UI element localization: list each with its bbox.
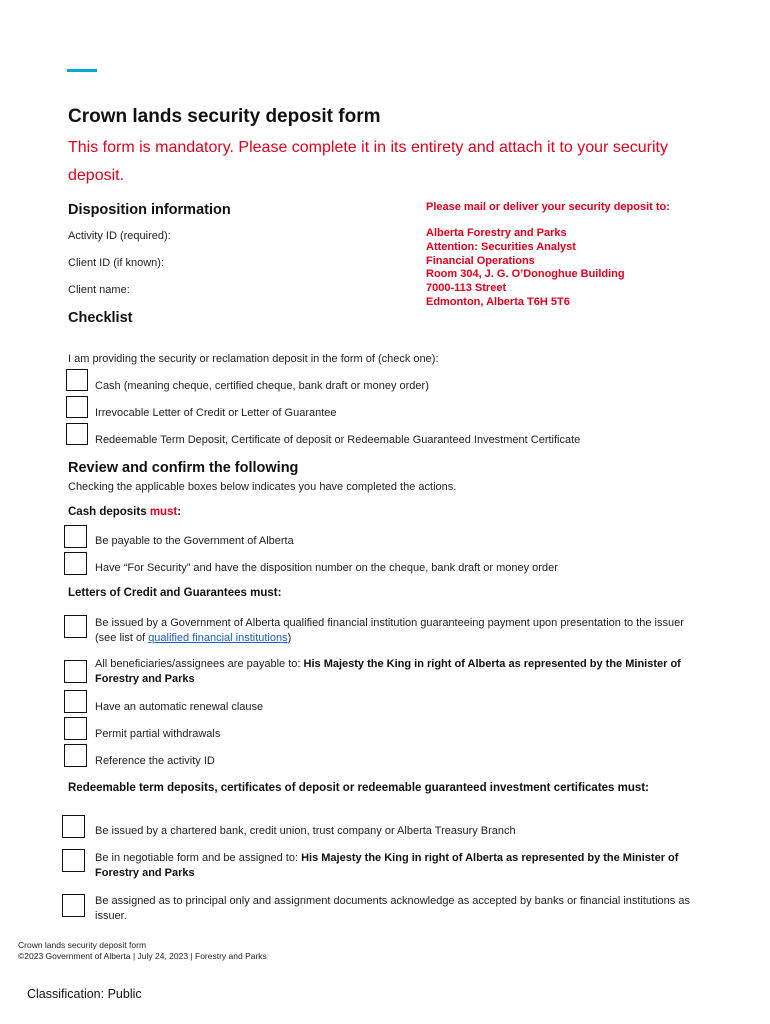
redeemable-negotiable-text: Be in negotiable form and be assigned to: <box>95 852 302 864</box>
letters-qualified-checkbox[interactable] <box>64 615 87 638</box>
letters-partial-withdrawals-label: Permit partial withdrawals <box>95 728 221 740</box>
term-deposit-option-label: Redeemable Term Deposit, Certificate of deposit or Redeemable Guaranteed Investment Certificate <box>95 434 581 446</box>
cash-heading-emph: must <box>149 506 178 518</box>
letters-close-paren: ) <box>287 632 292 644</box>
letters-beneficiaries-text: All beneficiaries/assignees are payable to: <box>95 658 304 670</box>
mail-line: 7000-113 Street <box>426 282 507 295</box>
letters-activity-id-checkbox[interactable] <box>64 744 87 767</box>
cash-option-checkbox[interactable] <box>66 369 88 391</box>
cash-payable-label: Be payable to the Government of Alberta <box>95 535 294 547</box>
letter-option-label: Irrevocable Letter of Credit or Letter of Guarantee <box>95 407 337 419</box>
redeemable-issuer-checkbox[interactable] <box>62 815 85 838</box>
cash-heading <box>68 506 181 518</box>
review-intro: Checking the applicable boxes below indicates you have completed the actions. <box>68 481 457 493</box>
redeemable-principal-label: Be assigned as to principal only and assignment documents acknowledge as accepted by banks or financial institutions as issuer. <box>95 895 690 922</box>
activity-id-label: Activity ID (required): <box>68 230 171 242</box>
mail-heading: Please mail or deliver your security deposit to: <box>426 201 670 213</box>
redeemable-heading: Redeemable term deposits, certificates of deposit or redeemable guaranteed investment certificates must: <box>68 782 649 794</box>
letters-beneficiaries-checkbox[interactable] <box>64 660 87 683</box>
mail-address <box>426 227 625 310</box>
accent-bar <box>67 69 97 72</box>
footer-copyright: ©2023 Government of Alberta | July 24, 2023 | Forestry and Parks <box>18 951 267 961</box>
review-heading: Review and confirm the following <box>68 460 299 476</box>
letters-see-list-text: (see list of <box>95 632 149 644</box>
footer-form-name: Crown lands security deposit form <box>18 940 147 950</box>
qualified-institutions-link[interactable]: qualified financial institutions <box>148 632 288 644</box>
letters-renewal-label: Have an automatic renewal clause <box>95 701 264 713</box>
cash-heading-prefix: Cash deposits <box>68 506 150 518</box>
redeemable-negotiable-payee: His Majesty the King in right of Alberta as represented by the Minister of Forestry and Parks <box>95 852 679 879</box>
mail-line: Financial Operations <box>426 254 535 267</box>
disposition-heading: Disposition information <box>68 202 231 218</box>
client-id-label: Client ID (if known): <box>68 257 164 269</box>
letters-qualified-line1: Be issued by a Government of Alberta qualified financial institution guaranteeing payment upon presentation to the issuer <box>95 617 684 629</box>
cash-option-label: Cash (meaning cheque, certified cheque, bank draft or money order) <box>95 380 429 392</box>
client-name-label: Client name: <box>68 284 130 296</box>
mail-line: Attention: Securities Analyst <box>426 240 576 253</box>
redeemable-principal-checkbox[interactable] <box>62 894 85 917</box>
page-title: Crown lands security deposit form <box>68 106 381 127</box>
letters-qualified-label <box>95 616 710 646</box>
letter-option-checkbox[interactable] <box>66 396 88 418</box>
redeemable-negotiable-checkbox[interactable] <box>62 849 85 872</box>
letters-activity-id-label: Reference the activity ID <box>95 755 215 767</box>
cash-heading-suffix: : <box>177 506 182 518</box>
term-deposit-option-checkbox[interactable] <box>66 423 88 445</box>
cash-for-security-checkbox[interactable] <box>64 552 87 575</box>
cash-for-security-label: Have “For Security” and have the disposition number on the cheque, bank draft or money order <box>95 562 558 574</box>
letters-renewal-checkbox[interactable] <box>64 690 87 713</box>
mail-line: Room 304, J. G. O’Donoghue Building <box>426 268 625 281</box>
redeemable-issuer-label: Be issued by a chartered bank, credit union, trust company or Alberta Treasury Branch <box>95 825 516 837</box>
letters-beneficiaries-payee: His Majesty the King in right of Alberta as represented by the Minister of Forestry and Parks <box>95 658 681 685</box>
mandatory-notice: This form is mandatory. Please complete it in its entirety and attach it to your security deposit. <box>68 139 668 184</box>
letters-partial-withdrawals-checkbox[interactable] <box>64 717 87 740</box>
checklist-heading: Checklist <box>68 310 133 326</box>
checklist-intro: I am providing the security or reclamation deposit in the form of (check one): <box>68 353 439 365</box>
letters-heading: Letters of Credit and Guarantees must: <box>68 587 282 599</box>
cash-payable-checkbox[interactable] <box>64 525 87 548</box>
mail-line: Alberta Forestry and Parks <box>426 227 567 239</box>
letters-beneficiaries-label <box>95 657 710 687</box>
redeemable-negotiable-label <box>95 851 710 881</box>
letters-qualified-line2 <box>95 631 710 646</box>
mail-line: Edmonton, Alberta T6H 5T6 <box>426 295 570 308</box>
footer <box>18 940 267 962</box>
classification-label: Classification: Public <box>27 987 142 1001</box>
